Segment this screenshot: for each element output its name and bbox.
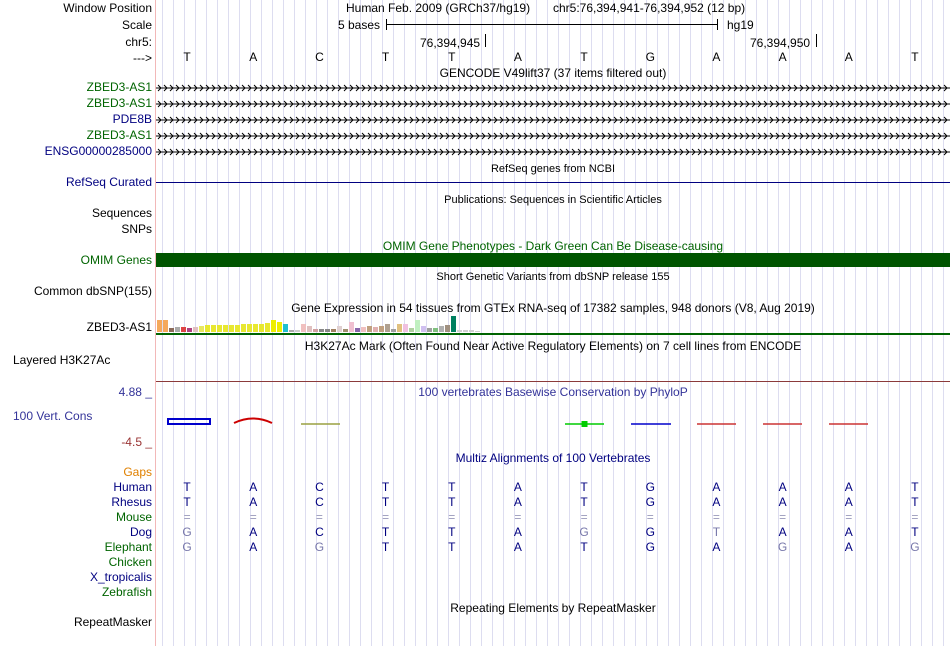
phylop-peak [582, 421, 588, 427]
gencode-item-label[interactable]: ZBED3-AS1 [86, 96, 152, 110]
alignment-base: = [448, 510, 456, 524]
chr-label: chr5: [125, 35, 152, 49]
multiz-track-title: Multiz Alignments of 100 Vertebrates [455, 451, 651, 465]
alignment-base: G [645, 480, 655, 494]
ruler-base: A [712, 50, 721, 64]
species-label: X_tropicalis [89, 570, 152, 584]
alignment-base: C [315, 480, 324, 494]
species-label: Rhesus [111, 495, 152, 509]
window-position-label: Window Position [63, 1, 152, 15]
layered-h3k27ac-label[interactable]: Layered H3K27Ac [13, 353, 111, 367]
repeatmasker-label[interactable]: RepeatMasker [73, 615, 152, 629]
track-image-area[interactable] [156, 0, 950, 646]
alignment-base: A [712, 495, 721, 509]
alignment-base: T [911, 480, 919, 494]
alignment-base: T [580, 495, 588, 509]
publications-track-title: Publications: Sequences in Scientific Articles [444, 194, 662, 206]
phylop-track-title: 100 vertebrates Basewise Conservation by PhyloP [418, 385, 688, 399]
alignment-base: = [845, 510, 853, 524]
alignment-base: C [315, 525, 324, 539]
dbsnp-track-title: Short Genetic Variants from dbSNP release 155 [436, 271, 670, 283]
alignment-base: G [182, 525, 192, 539]
alignment-base: T [381, 525, 390, 539]
ruler-base: A [513, 50, 522, 64]
gencode-item-label[interactable]: ENSG00000285000 [44, 144, 152, 158]
alignment-base: A [844, 480, 853, 494]
alignment-base: G [645, 495, 655, 509]
alignment-base: A [513, 525, 522, 539]
gtex-track-title: Gene Expression in 54 tissues from GTEx RNA-seq of 17382 samples, 948 donors (V8, Aug 2019) [291, 301, 815, 315]
alignment-base: A [844, 525, 853, 539]
alignment-base: T [580, 540, 588, 554]
alignment-base: A [844, 495, 853, 509]
alignment-base: T [448, 495, 456, 509]
alignment-base: A [778, 495, 787, 509]
alignment-base: = [712, 510, 720, 524]
alignment-base: G [910, 540, 920, 554]
alignment-base: A [249, 540, 258, 554]
gencode-item-label[interactable]: PDE8B [112, 112, 152, 126]
species-label: Elephant [104, 540, 152, 554]
phylop-wiggle[interactable] [156, 0, 950, 440]
alignment-base: T [448, 525, 456, 539]
alignment-base: T [183, 480, 191, 494]
omim-genes-label[interactable]: OMIM Genes [80, 253, 152, 267]
alignment-base: T [580, 480, 588, 494]
alignment-base: G [777, 540, 788, 554]
alignment-base: G [182, 540, 192, 554]
alignment-base: = [249, 510, 257, 524]
alignment-base: T [911, 525, 919, 539]
alignment-base: A [249, 495, 258, 509]
ruler-base: T [381, 50, 390, 64]
ruler-base: T [448, 50, 456, 64]
alignment-base: A [513, 495, 522, 509]
ruler-base: G [645, 50, 655, 64]
alignment-base: A [513, 540, 522, 554]
ruler-base: T [911, 50, 919, 64]
alignment-base: T [381, 540, 390, 554]
alignment-base: A [249, 480, 258, 494]
alignment-base: = [911, 510, 919, 524]
repeatmasker-track-title: Repeating Elements by RepeatMasker [450, 601, 656, 615]
species-label: Dog [129, 525, 152, 539]
species-label: Mouse [115, 510, 152, 524]
gtex-gene-label[interactable]: ZBED3-AS1 [86, 320, 152, 334]
phylop-max-label: 4.88 _ [118, 385, 152, 399]
alignment-base: = [514, 510, 522, 524]
alignment-base: G [645, 540, 655, 554]
phylop-signal [234, 419, 272, 424]
position-text: chr5:76,394,941-76,394,952 (12 bp) [553, 1, 746, 15]
db-text: hg19 [727, 18, 754, 32]
ruler-base: C [315, 50, 324, 64]
alignment-base: = [646, 510, 654, 524]
alignment-base: A [712, 480, 721, 494]
alignment-base: G [645, 525, 655, 539]
snps-label[interactable]: SNPs [121, 222, 152, 236]
ruler-base: A [778, 50, 787, 64]
alignment-base: A [249, 525, 258, 539]
coord-label: 76,394,950 [750, 36, 811, 50]
phylop-track-label[interactable]: 100 Vert. Cons [13, 409, 93, 423]
sequences-label[interactable]: Sequences [91, 206, 152, 220]
alignment-base: = [382, 510, 390, 524]
refseq-label[interactable]: RefSeq Curated [65, 175, 152, 189]
coord-label: 76,394,945 [420, 36, 481, 50]
h3k27ac-track-title: H3K27Ac Mark (Often Found Near Active Regulatory Elements) on 7 cell lines from ENCODE [304, 339, 802, 353]
alignment-base: T [911, 495, 919, 509]
phylop-signal [168, 419, 210, 424]
omim-track-title: OMIM Gene Phenotypes - Dark Green Can Be Disease-causing [382, 239, 724, 253]
common-dbsnp-label[interactable]: Common dbSNP(155) [33, 284, 152, 298]
alignment-base: = [315, 510, 323, 524]
species-label: Chicken [108, 555, 152, 569]
alignment-base: A [844, 540, 853, 554]
assembly-text: Human Feb. 2009 (GRCh37/hg19) [346, 1, 531, 15]
species-label: Zebrafish [101, 585, 152, 599]
ruler-base: T [580, 50, 588, 64]
alignment-base: A [778, 525, 787, 539]
ruler-base: T [183, 50, 191, 64]
gencode-item-label[interactable]: ZBED3-AS1 [86, 128, 152, 142]
alignment-base: = [779, 510, 787, 524]
alignment-base: C [315, 495, 324, 509]
ruler-base: A [844, 50, 853, 64]
species-label: Human [113, 480, 152, 494]
refseq-track-title: RefSeq genes from NCBI [490, 163, 616, 175]
alignment-base: T [448, 540, 456, 554]
alignment-base: A [778, 480, 787, 494]
gencode-track-title: GENCODE V49lift37 (37 items filtered out) [439, 66, 667, 80]
alignment-base: G [579, 525, 589, 539]
scale-text: 5 bases [338, 18, 381, 32]
gaps-label: Gaps [123, 465, 152, 479]
track-label-column [0, 0, 155, 646]
alignment-base: T [381, 495, 390, 509]
strand-arrow-label: ---> [133, 51, 152, 65]
phylop-min-label: -4.5 _ [121, 435, 152, 449]
scale-label: Scale [121, 18, 152, 32]
gencode-item-label[interactable]: ZBED3-AS1 [86, 80, 152, 94]
alignment-base: = [183, 510, 191, 524]
alignment-base: A [513, 480, 522, 494]
alignment-base: A [712, 540, 721, 554]
alignment-base: G [314, 540, 325, 554]
alignment-base: T [712, 525, 721, 539]
alignment-base: T [448, 480, 456, 494]
alignment-base: T [381, 480, 390, 494]
ruler-base: A [249, 50, 258, 64]
alignment-base: T [183, 495, 191, 509]
alignment-base: = [580, 510, 588, 524]
